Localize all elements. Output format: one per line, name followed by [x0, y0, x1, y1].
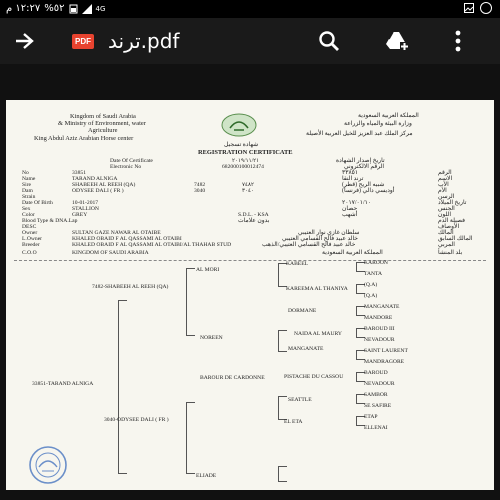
pedigree-gen2: AL MORI — [196, 267, 220, 273]
pedigree-gen2: NOREEN — [200, 335, 223, 341]
certificate-title-en: REGISTRATION CERTIFICATE — [198, 149, 293, 156]
pedigree-gen4: KAROON — [364, 260, 388, 266]
pedigree-bracket — [356, 306, 357, 316]
field-value-ar: خالد عبيد فالح القسامي العتيبي/الذهب — [262, 242, 356, 248]
field-label: DESC — [22, 224, 37, 230]
date-label-ar: تاريخ إصدار الشهادة — [336, 158, 385, 164]
sire-number-ar: ٧٤٨٢ — [242, 182, 255, 188]
field-value-ar: أشهب — [342, 212, 358, 218]
status-battery: %٥٢ — [44, 3, 65, 14]
field-label: L.Owner — [22, 236, 43, 242]
pedigree-bracket — [278, 263, 279, 287]
date-label: Date Of Certificate — [110, 158, 153, 164]
electronic-label: Electronic No — [110, 164, 142, 170]
pedigree-bracket — [186, 402, 187, 474]
pedigree-bracket — [356, 328, 357, 338]
pedigree-gen4: SAMBOR — [364, 392, 388, 398]
field-label-ar: الأوصاف — [438, 224, 460, 230]
field-value: KHALED OBAID F AL QASSAMI AL OTAIBI — [72, 236, 182, 242]
pedigree-gen4: ELLENAI — [364, 425, 388, 431]
header-en-4: King Abdul Aziz Arabian Horse center — [34, 135, 134, 142]
pedigree-gen4: MANDRAGORE — [364, 359, 405, 365]
pedigree-bracket — [356, 284, 357, 294]
more-options-button[interactable] — [455, 18, 461, 64]
field-label: Sire — [22, 182, 32, 188]
field-label: Dam — [22, 188, 33, 194]
pdf-file-icon — [72, 18, 94, 64]
pdf-viewer[interactable] — [0, 64, 500, 500]
pedigree-bracket — [356, 262, 357, 272]
pedigree-gen4: MANGANATE — [364, 304, 400, 310]
electronic-value: 682000100012474 — [222, 164, 264, 170]
official-stamp-icon — [24, 445, 72, 485]
pedigree-gen2: ELIADE — [196, 473, 217, 479]
search-icon — [318, 30, 340, 52]
status-time: ١٢:٢٧ م — [6, 3, 41, 14]
field-label-ar: الجنس — [438, 206, 455, 212]
pedigree-gen4: SE SAFIRE — [364, 403, 392, 409]
section-divider — [14, 260, 486, 261]
pedigree-gen3: SEATTLE — [288, 397, 312, 403]
field-label-ar: الأم — [438, 188, 447, 194]
field-value-ar: شبيه الريح (قطر) — [342, 182, 385, 188]
field-value: ODYSEE DALI ( FR ) — [72, 188, 124, 194]
field-value-ar: ٣٣٨٥١ — [342, 170, 359, 176]
field-label-ar: فصيلة الدم — [438, 218, 465, 224]
pedigree-gen4: BAROUD — [364, 370, 388, 376]
field-label: Breeder — [22, 242, 40, 248]
sire-number: 7482 — [194, 182, 206, 188]
certificate-title-ar: شهادة تسجيل — [224, 142, 259, 148]
field-label: Sex — [22, 206, 31, 212]
pedigree-bracket — [278, 330, 279, 352]
field-label: No — [22, 170, 29, 176]
dam-number: 3040 — [194, 188, 206, 194]
arrow-back-icon — [14, 32, 34, 50]
signal-icon — [82, 4, 92, 14]
certificate-page — [6, 100, 494, 490]
field-value: TARAND ALNIGA — [72, 176, 118, 182]
field-label-ar: الأب — [438, 182, 449, 188]
field-value: SHABEEH AL REEH (QA) — [72, 182, 136, 188]
pedigree-bracket — [278, 396, 279, 420]
field-label: Color — [22, 212, 35, 218]
pedigree-gen4: ETAP — [364, 414, 378, 420]
no-marks-ar: بدون علامات — [238, 218, 270, 224]
pedigree-gen4: (Q.A) — [364, 282, 378, 288]
pedigree-gen4: BAROUD III — [364, 326, 395, 332]
field-value-ar: خالد عبيد فالح القسامي العتيبي — [282, 236, 359, 242]
field-value: 33851 — [72, 170, 86, 176]
header-ar-2: وزارة البيئة والمياه والزراعة — [344, 121, 412, 127]
field-label-ar: المالك — [438, 230, 454, 236]
add-to-drive-button[interactable] — [384, 18, 410, 64]
pedigree-sire: 7482-SHABEEH AL REEH (QA) — [92, 284, 169, 290]
header-en-3: Agriculture — [88, 127, 118, 134]
dam-number-ar: ٣٠٤٠ — [242, 188, 255, 194]
status-left — [6, 3, 105, 14]
pedigree-gen4: NEVADOUR — [364, 381, 395, 387]
pedigree-subject: 33851-TARAND ALNIGA — [32, 381, 94, 387]
document-title: ترند.pdf — [108, 29, 180, 53]
image-notification-icon — [464, 3, 474, 13]
field-label-ar: تاريخ الميلاد — [438, 200, 467, 206]
field-label-ar: المالك السابق — [438, 236, 473, 242]
field-label: C.O.O — [22, 250, 37, 256]
app-toolbar — [0, 18, 500, 64]
more-vert-icon — [455, 30, 461, 52]
pedigree-gen3: NAIDA AL MAURY — [294, 331, 342, 337]
status-network: 4G — [95, 4, 106, 13]
field-value-ar: المملكة العربية السعودية — [322, 250, 383, 256]
pedigree-gen4: NEVADOUR — [364, 337, 395, 343]
pedigree-gen3: EL ETA — [284, 419, 303, 425]
header-ar-1: المملكة العربية السعودية — [358, 113, 419, 119]
field-label: Owner — [22, 230, 38, 236]
date-value: ٢٠١٩/١١/٢١ — [232, 158, 260, 164]
header-en-1: Kingdom of Saudi Arabia — [70, 113, 136, 120]
battery-icon — [69, 4, 78, 14]
pedigree-gen3: KAREEMA AL THANIYA — [286, 286, 348, 292]
pedigree-dam: 3040-ODYSEE DALI ( FR ) — [104, 417, 169, 423]
field-label-ar: بلد المنشأ — [438, 250, 463, 256]
field-value: KINGDOM OF SAUDI ARABIA — [72, 250, 149, 256]
pedigree-bracket — [186, 268, 187, 336]
field-label-ar: المربي — [438, 242, 455, 248]
field-value: KHALED OBAID F AL QASSAMI AL OTAIBI/AL THAHAB STUD — [72, 242, 232, 248]
pedigree-gen3: DORMANE — [288, 308, 317, 314]
field-label-ar: الرسن — [438, 194, 455, 200]
pedigree-gen3: KABEEL — [286, 261, 309, 267]
search-button[interactable] — [318, 18, 340, 64]
whatsapp-icon — [480, 2, 492, 14]
pedigree-gen4: (Q.A) — [364, 293, 378, 299]
pedigree-gen2: BAROUR DE CARDONNE — [200, 375, 265, 381]
pedigree-bracket — [356, 372, 357, 382]
header-en-2: & Ministry of Environment, water — [58, 120, 146, 127]
pedigree-bracket — [118, 300, 119, 474]
field-label: Date Of Birth — [22, 200, 53, 206]
field-value-ar: أوديسي دالي (فرنسا) — [342, 188, 395, 194]
field-value: SULTAN GAZE NAWAR AL OTAIBE — [72, 230, 161, 236]
field-label: Name — [22, 176, 36, 182]
pedigree-bracket — [356, 350, 357, 360]
add-to-drive-icon — [384, 30, 410, 52]
header-ar-3: مركز الملك عبد العزيز للخيل العربية الأصيلة — [306, 131, 413, 137]
field-value-ar: حصان — [342, 206, 358, 212]
field-label-ar: الاسم — [438, 176, 453, 182]
pedigree-gen3: PISTACHE DU CASSOU — [284, 374, 344, 380]
field-label: Blood Type & DNA.Lap — [22, 218, 78, 224]
pedigree-gen3: MANGANATE — [288, 346, 324, 352]
sdl-label: S.D.L. - KSA — [238, 212, 269, 218]
status-right — [464, 2, 492, 14]
field-value-ar: ٢٠١٧/٠١/١٠ — [342, 200, 372, 206]
pedigree-bracket — [356, 416, 357, 426]
back-button[interactable] — [14, 18, 34, 64]
electronic-label-ar: الرقم الالكتروني — [344, 164, 385, 170]
field-value-ar: سلطان غازي نوار العتيبي — [298, 230, 360, 236]
pedigree-gen4: MANDORE — [364, 315, 393, 321]
field-label: Strain — [22, 194, 36, 200]
field-value: GREY — [72, 212, 88, 218]
field-value: 10-01-2017 — [72, 200, 99, 206]
field-label-ar: الرقم — [438, 170, 452, 176]
pedigree-bracket — [278, 466, 279, 482]
center-logo-icon — [220, 112, 258, 138]
field-value-ar: ترند النقا — [342, 176, 364, 182]
pdf-badge-label: PDF — [72, 34, 94, 49]
pedigree-bracket — [356, 394, 357, 404]
pedigree-gen4: SAINT LAURENT — [364, 348, 408, 354]
field-value: STALLION — [72, 206, 99, 212]
field-label-ar: اللون — [438, 212, 451, 218]
status-bar — [0, 0, 500, 18]
pedigree-gen4: TANTA — [364, 271, 383, 277]
